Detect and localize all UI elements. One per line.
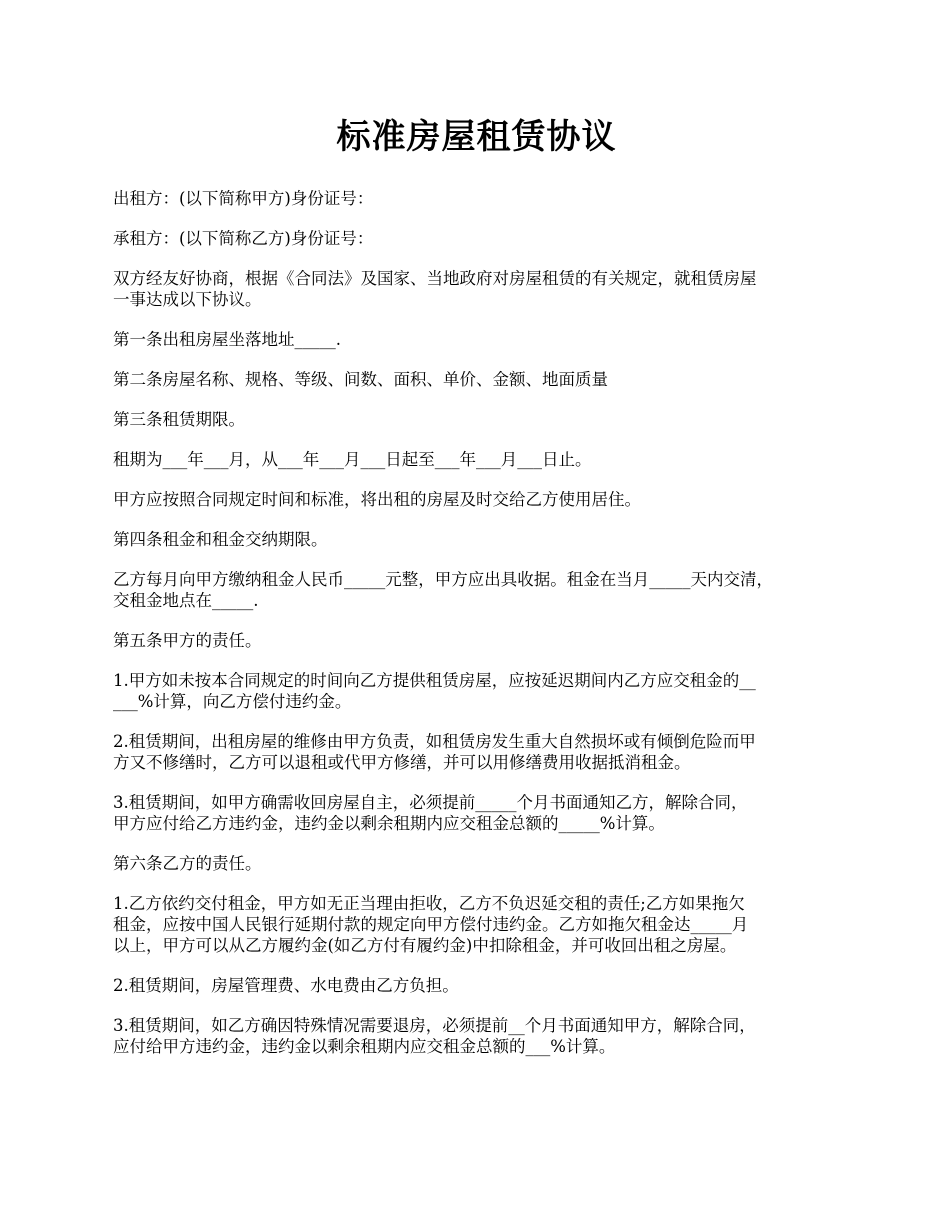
paragraph-line: 第一条出租房屋坐落地址_____. — [113, 330, 341, 349]
paragraph-line: ___%计算，向乙方偿付违约金。 — [113, 692, 352, 711]
clause-paragraph — [113, 731, 840, 773]
clause-paragraph — [113, 893, 840, 956]
clause-paragraph — [113, 529, 840, 550]
paragraph-line: 3.租赁期间，如乙方确因特殊情况需要退房，必须提前__个月书面通知甲方，解除合同， — [113, 1016, 756, 1035]
paragraph-line: 出租方：(以下简称甲方)身份证号： — [113, 189, 374, 208]
paragraph-line: 第六条乙方的责任。 — [113, 854, 262, 873]
paragraph-line: 2.租赁期间，房屋管理费、水电费由乙方负担。 — [113, 976, 459, 995]
paragraph-line: 2.租赁期间，出租房屋的维修由甲方负责，如租赁房发生重大自然损坏或有倾倒危险而甲 — [113, 732, 756, 751]
paragraph-line: 承租方：(以下简称乙方)身份证号： — [113, 229, 374, 248]
clause-paragraph — [113, 369, 840, 390]
clause-paragraph — [113, 630, 840, 651]
paragraph-line: 第四条租金和租金交纳期限。 — [113, 530, 328, 549]
paragraph-line: 第二条房屋名称、规格、等级、间数、面积、单价、金额、地面质量 — [113, 370, 608, 389]
paragraph-line: 应付给甲方违约金，违约金以剩余租期内应交租金总额的___%计算。 — [113, 1037, 616, 1056]
clause-paragraph — [113, 449, 840, 470]
paragraph-line: 1.乙方依约交付租金，甲方如无正当理由拒收，乙方不负迟延交租的责任;乙方如果拖欠 — [113, 894, 745, 913]
paragraph-line: 一事达成以下协议。 — [113, 290, 262, 309]
paragraph-line: 3.租赁期间，如甲方确需收回房屋自主，必须提前_____个月书面通知乙方，解除合同， — [113, 793, 748, 812]
clause-paragraph — [113, 268, 840, 310]
paragraph-line: 双方经友好协商，根据《合同法》及国家、当地政府对房屋租赁的有关规定，就租赁房屋 — [113, 269, 757, 288]
clause-paragraph — [113, 228, 840, 249]
paragraph-line: 甲方应按照合同规定时间和标准，将出租的房屋及时交给乙方使用居住。 — [113, 490, 641, 509]
document-body — [113, 188, 840, 1057]
clause-paragraph — [113, 792, 840, 834]
clause-paragraph — [113, 670, 840, 712]
paragraph-line: 1.甲方如未按本合同规定的时间向乙方提供租赁房屋，应按延迟期间内乙方应交租金的__ — [113, 671, 756, 690]
clause-paragraph — [113, 975, 840, 996]
paragraph-line: 租金，应按中国人民银行延期付款的规定向甲方偿付违约金。乙方如拖欠租金达_____月 — [113, 915, 749, 934]
paragraph-line: 第三条租赁期限。 — [113, 410, 245, 429]
paragraph-line: 以上，甲方可以从乙方履约金(如乙方付有履约金)中扣除租金，并可收回出租之房屋。 — [113, 936, 737, 955]
paragraph-line: 交租金地点在_____. — [113, 591, 259, 610]
document-title: 标准房屋租赁协议 — [336, 117, 617, 157]
clause-paragraph — [113, 489, 840, 510]
paragraph-line: 第五条甲方的责任。 — [113, 631, 262, 650]
clause-paragraph — [113, 1015, 840, 1057]
clause-paragraph — [113, 409, 840, 430]
paragraph-line: 甲方应付给乙方违约金，违约金以剩余租期内应交租金总额的_____%计算。 — [113, 814, 665, 833]
clause-paragraph — [113, 329, 840, 350]
clause-paragraph — [113, 853, 840, 874]
paragraph-line: 乙方每月向甲方缴纳租金人民币_____元整，甲方应出具收据。租金在当月_____天内交清， — [113, 570, 773, 589]
paragraph-line: 租期为___年___月，从___年___月___日起至___年___月___日止。 — [113, 450, 592, 469]
paragraph-line: 方又不修缮时，乙方可以退租或代甲方修缮，并可以用修缮费用收据抵消租金。 — [113, 753, 691, 772]
clause-paragraph — [113, 569, 840, 611]
clause-paragraph — [113, 188, 840, 209]
